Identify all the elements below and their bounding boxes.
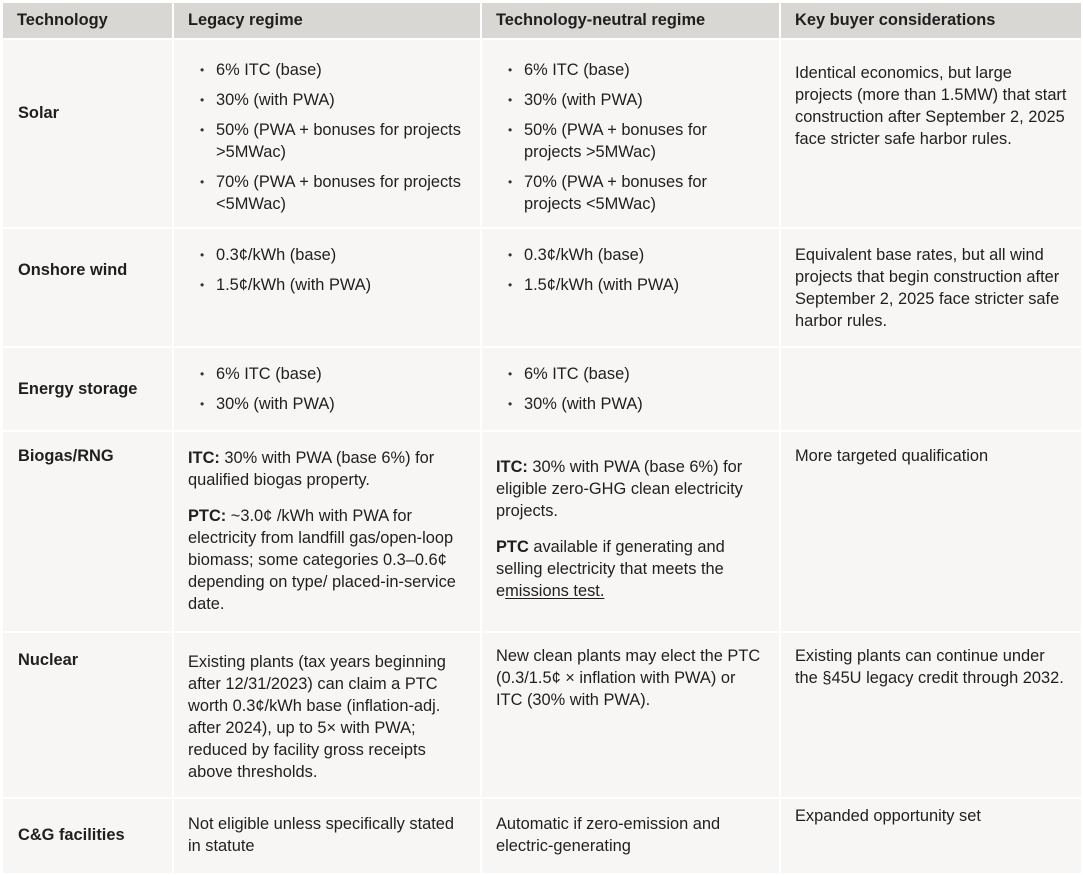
header-technology: Technology <box>3 3 172 38</box>
list-item: • 30% (with PWA) <box>188 393 466 415</box>
emissions-test-link[interactable]: missions test. <box>505 582 605 600</box>
row-wind-buyer: Equivalent base rates, but all wind projects that begin construction after September 2, 2025 face stricter safe harbor rules. <box>781 229 1081 346</box>
header-legacy-regime: Legacy regime <box>174 3 480 38</box>
biogas-legacy-itc: ITC: 30% with PWA (base 6%) for qualified biogas property. <box>188 449 435 489</box>
row-cg-legacy: Not eligible unless specifically stated in statute <box>174 799 480 873</box>
row-storage-legacy <box>174 348 480 430</box>
row-solar-technology: Solar <box>3 40 172 227</box>
list-item: • 30% (with PWA) <box>496 393 765 415</box>
list-item: • 6% ITC (base) <box>188 363 466 385</box>
row-nuclear-neutral: New clean plants may elect the PTC (0.3/1.5¢ × inflation with PWA) or ITC (30% with PWA). <box>482 633 779 797</box>
row-nuclear-legacy: Existing plants (tax years beginning after 12/31/2023) can claim a PTC worth 0.3¢/kWh base (inflation-adj. after 2024), up to 5× with PWA; reduced by facility gross receipts above thresholds. <box>174 633 480 797</box>
row-biogas-neutral <box>482 432 779 631</box>
biogas-neutral-itc: ITC: 30% with PWA (base 6%) for eligible zero-GHG clean electricity projects. <box>496 458 743 520</box>
list-item: • 30% (with PWA) <box>496 89 765 111</box>
list-item: • 1.5¢/kWh (with PWA) <box>496 274 765 296</box>
list-item: • 50% (PWA + bonuses for projects >5MWac) <box>188 119 466 163</box>
row-storage-technology: Energy storage <box>3 348 172 430</box>
row-nuclear-buyer: Existing plants can continue under the §45U legacy credit through 2032. <box>781 633 1081 797</box>
list-item: • 1.5¢/kWh (with PWA) <box>188 274 466 296</box>
row-wind-technology: Onshore wind <box>3 229 172 346</box>
row-biogas-legacy <box>174 432 480 631</box>
list-item: • 30% (with PWA) <box>188 89 466 111</box>
list-item: • 50% (PWA + bonuses for projects >5MWac) <box>496 119 765 163</box>
list-item: • 6% ITC (base) <box>496 59 765 81</box>
row-nuclear-technology: Nuclear <box>3 633 172 797</box>
row-wind-neutral <box>482 229 779 346</box>
row-biogas-buyer: More targeted qualification <box>781 432 1081 631</box>
row-cg-buyer: Expanded opportunity set <box>781 799 1081 873</box>
list-item: • 70% (PWA + bonuses for projects <5MWac) <box>188 171 466 215</box>
row-solar-buyer: Identical economics, but large projects (more than 1.5MW) that start construction after September 2, 2025 face stricter safe harbor rules. <box>781 40 1081 227</box>
row-solar-neutral <box>482 40 779 227</box>
header-key-buyer-considerations: Key buyer considerations <box>781 3 1081 38</box>
list-item: • 70% (PWA + bonuses for projects <5MWac) <box>496 171 765 215</box>
row-cg-neutral: Automatic if zero-emission and electric-generating <box>482 799 779 873</box>
row-cg-technology: C&G facilities <box>3 799 172 873</box>
row-storage-buyer <box>781 348 1081 430</box>
row-biogas-technology: Biogas/RNG <box>3 432 172 631</box>
biogas-neutral-ptc: PTC available if generating and selling electricity that meets the emissions test. <box>496 538 725 600</box>
header-technology-neutral-regime: Technology-neutral regime <box>482 3 779 38</box>
row-wind-legacy <box>174 229 480 346</box>
biogas-legacy-ptc: PTC: ~3.0¢ /kWh with PWA for electricity from landfill gas/open-loop biomass; some categories 0.3–0.6¢ depending on type/ placed-in-service date. <box>188 507 456 613</box>
list-item: • 6% ITC (base) <box>496 363 765 385</box>
list-item: • 0.3¢/kWh (base) <box>496 244 765 266</box>
row-solar-legacy <box>174 40 480 227</box>
list-item: • 0.3¢/kWh (base) <box>188 244 466 266</box>
list-item: • 6% ITC (base) <box>188 59 466 81</box>
comparison-table <box>3 3 1081 873</box>
row-storage-neutral <box>482 348 779 430</box>
